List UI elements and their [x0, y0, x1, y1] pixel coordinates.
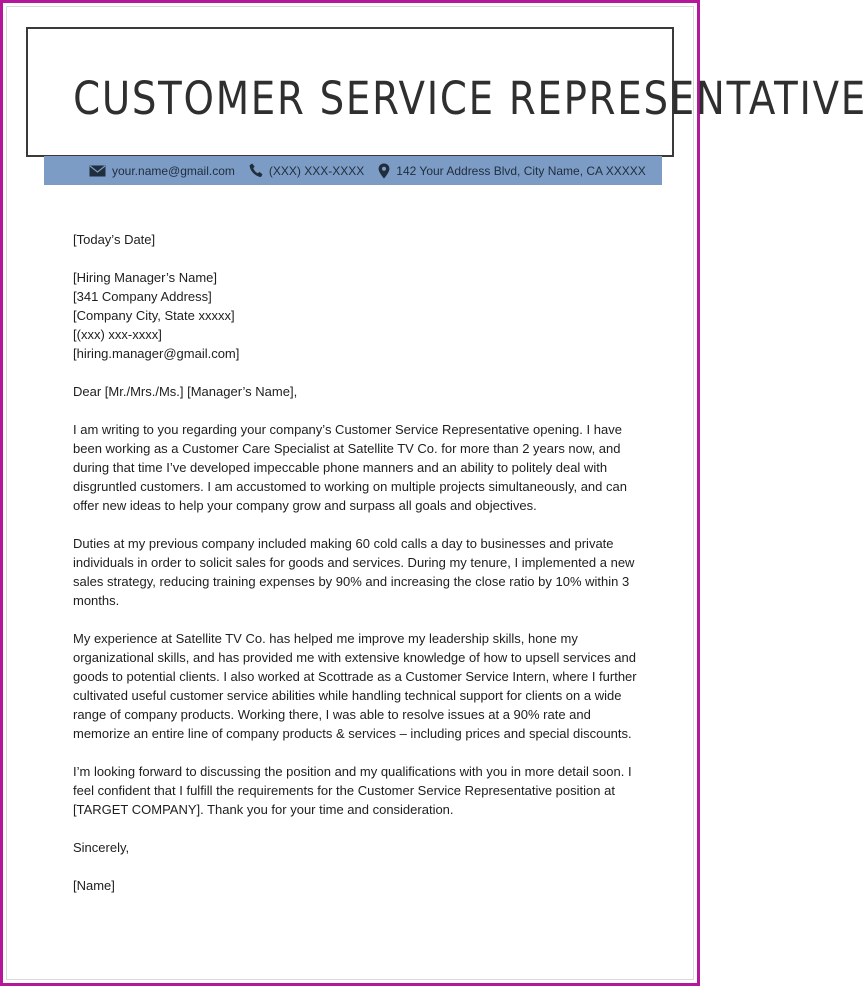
letter-body [73, 230, 648, 895]
address-text: 142 Your Address Blvd, City Name, CA XXXXX [396, 163, 646, 178]
recipient-name: [Hiring Manager’s Name] [73, 270, 218, 285]
contact-bar [44, 156, 662, 185]
recipient-phone: [(xxx) xxx-xxxx] [73, 327, 162, 342]
email-text: your.name@gmail.com [112, 163, 235, 178]
recipient-address: [341 Company Address] [73, 289, 212, 304]
contact-email [89, 164, 235, 178]
letter-date: [Today’s Date] [73, 232, 156, 247]
body-paragraph-3: My experience at Satellite TV Co. has helped me improve my leadership skills, hone my organizational skills, and has provided me with extensive knowledge of how to upsell services and goods to potential clients. I also worked at Scottrade as a Customer Service Intern, where I further cultivated useful customer service abilities while handling technical support for clients on a wide range of company products. Working there, I was able to resolve issues at a 90% rate and memorize an entire line of company products & services – including prices and special discounts. [73, 631, 637, 741]
phone-text: (XXX) XXX-XXXX [268, 163, 365, 178]
phone-icon [249, 163, 263, 178]
recipient-email: [hiring.manager@gmail.com] [73, 346, 240, 361]
envelope-icon [89, 165, 106, 177]
recipient-city: [Company City, State xxxxx] [73, 308, 235, 323]
signature: [Name] [73, 878, 115, 893]
closing: Sincerely, [73, 840, 130, 855]
body-paragraph-1: I am writing to you regarding your company’s Customer Service Representative opening. I have been working as a Customer Care Specialist at Satellite TV Co. for more than 2 years now, and during that time I’ve developed impeccable phone manners and an ability to politely deal with disgruntled customers. I am accustomed to working on multiple projects simultaneously, and can offer new ideas to help your company grow and surpass all goals and objectives. [73, 422, 627, 513]
map-pin-icon [378, 163, 390, 179]
title-box [26, 27, 867, 157]
body-paragraph-4: I’m looking forward to discussing the position and my qualifications with you in more detail soon. I feel confident that I fulfill the requirements for the Customer Service Representative position at [TARGET COMPANY]. Thank you for your time and consideration. [73, 764, 632, 817]
body-paragraph-2: Duties at my previous company included making 60 cold calls a day to businesses and private individuals in order to solicit sales for goods and services. During my tenure, I implemented a new sales strategy, reducing training expenses by 90% and increasing the close ratio by 10% within 3 months. [73, 536, 635, 608]
salutation: Dear [Mr./Mrs./Ms.] [Manager’s Name], [73, 384, 298, 399]
contact-phone [249, 163, 364, 178]
recipient-block [73, 268, 648, 363]
contact-address [378, 163, 645, 179]
page-title: CUSTOMER SERVICE REPRESENTATIVE [73, 72, 867, 125]
